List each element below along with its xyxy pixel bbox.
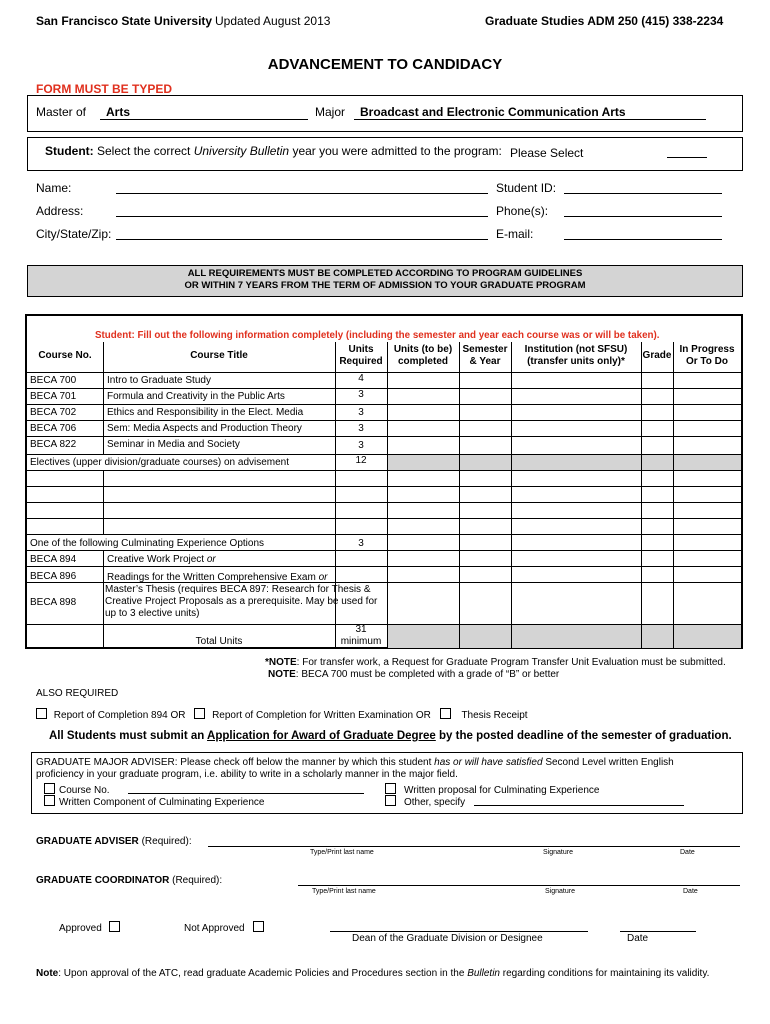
- master-of-field[interactable]: Arts: [106, 105, 131, 119]
- other-checkbox[interactable]: [385, 795, 396, 806]
- total-units: 31 minimum: [340, 624, 382, 647]
- dean-label: Dean of the Graduate Division or Designee: [352, 933, 543, 944]
- col-units-completed: Units (to be) completed: [393, 344, 453, 367]
- graduate-adviser-label: GRADUATE ADVISER (Required):: [36, 836, 192, 847]
- requirements-line2: OR WITHIN 7 YEARS FROM THE TERM OF ADMISSION TO YOUR GRADUATE PROGRAM: [184, 280, 586, 291]
- city-field[interactable]: [116, 239, 488, 240]
- course-no: BECA 706: [30, 423, 77, 434]
- col-institution: Institution (not SFSU) (transfer units only)*: [524, 344, 628, 367]
- requirements-line1: ALL REQUIREMENTS MUST BE COMPLETED ACCORDING TO PROGRAM GUIDELINES: [187, 268, 583, 279]
- course-no-field[interactable]: [128, 793, 364, 794]
- adviser-instruction-line1: GRADUATE MAJOR ADVISER: Please check off below the manner by which this student has or will have satisfied Second Level written English: [36, 757, 674, 768]
- email-field[interactable]: [564, 239, 722, 240]
- written-proposal-checkbox[interactable]: [385, 783, 396, 794]
- not-approved-option: Not Approved: [184, 921, 268, 934]
- course-table: [25, 314, 743, 649]
- course-no: BECA 898: [30, 597, 77, 608]
- course-units: 4: [358, 373, 364, 384]
- course-title: Ethics and Responsibility in the Elect. Media: [107, 407, 304, 418]
- student-id-label: Student ID:: [496, 181, 557, 195]
- graduate-coordinator-label: GRADUATE COORDINATOR (Required):: [36, 875, 223, 886]
- table-instruction: Student: Fill out the following information completely (including the semester and year each course was or will be taken).: [95, 330, 660, 341]
- updated-date: Updated August 2013: [215, 14, 331, 28]
- course-title: Creative Work Project or: [107, 554, 216, 565]
- approved-checkbox[interactable]: [109, 921, 120, 932]
- name-field[interactable]: [116, 193, 488, 194]
- also-required-label: ALSO REQUIRED: [36, 688, 119, 699]
- course-no: BECA 702: [30, 407, 77, 418]
- type-print-label: Type/Print last name: [312, 888, 376, 895]
- course-title: Seminar in Media and Society: [107, 439, 240, 450]
- date-label: Date: [683, 888, 698, 895]
- beca700-note: NOTE: BECA 700 must be completed with a grade of “B” or better: [268, 669, 560, 680]
- culminating-label: One of the following Culminating Experience Options: [30, 538, 265, 549]
- electives-label: Electives (upper division/graduate courses) on advisement: [30, 457, 290, 468]
- award-notice: All Students must submit an Application for Award of Graduate Degree by the posted deadline of the semester of graduation.: [49, 730, 732, 742]
- course-title: Sem: Media Aspects and Production Theory: [107, 423, 302, 434]
- electives-units: 12: [355, 455, 367, 466]
- dean-date-label: Date: [627, 933, 649, 944]
- name-label: Name:: [36, 181, 72, 195]
- office-info: Graduate Studies ADM 250 (415) 338-2234: [485, 14, 724, 28]
- dean-signature-line[interactable]: [330, 931, 588, 932]
- approved-option: Approved: [59, 921, 124, 934]
- student-id-field[interactable]: [564, 193, 722, 194]
- also-required-options: Report of Completion 894 OR Report of Completion for Written Examination OR Thesis Receipt: [36, 708, 528, 721]
- culminating-units: 3: [358, 538, 364, 549]
- adviser-instruction-line2: proficiency in your graduate program, i.e. ability to write in a scholarly manner in the major field.: [36, 769, 458, 780]
- bulletin-year-select[interactable]: Please Select: [510, 146, 584, 160]
- type-print-label: Type/Print last name: [310, 849, 374, 856]
- course-units: 3: [358, 407, 364, 418]
- form-must-be-typed: FORM MUST BE TYPED: [36, 82, 173, 96]
- thesis-receipt-checkbox[interactable]: [440, 708, 451, 719]
- opt-written-proposal: Written proposal for Culminating Experience: [385, 783, 599, 796]
- course-no: BECA 701: [30, 391, 77, 402]
- bulletin-instruction: Student: Select the correct University Bulletin year you were admitted to the program:: [45, 144, 502, 158]
- major-field[interactable]: Broadcast and Electronic Communication Arts: [360, 105, 626, 119]
- course-units: 3: [358, 440, 364, 451]
- course-title: Intro to Graduate Study: [107, 375, 211, 386]
- course-no: BECA 896: [30, 571, 77, 582]
- award-application-link[interactable]: Application for Award of Graduate Degree: [207, 730, 436, 742]
- course-no-checkbox[interactable]: [44, 783, 55, 794]
- course-no: BECA 700: [30, 375, 77, 386]
- major-label: Major: [315, 105, 346, 119]
- col-course-title: Course Title: [190, 350, 248, 361]
- opt-written-component: Written Component of Culminating Experience: [44, 795, 264, 808]
- graduate-coordinator-signature-line[interactable]: [298, 885, 740, 886]
- report-894-checkbox[interactable]: [36, 708, 47, 719]
- phone-label: Phone(s):: [496, 204, 549, 218]
- dean-date-line[interactable]: [620, 931, 696, 932]
- signature-label: Signature: [543, 849, 573, 856]
- transfer-note: *NOTE: For transfer work, a Request for Graduate Program Transfer Unit Evaluation must be submitted.: [265, 657, 726, 668]
- city-label: City/State/Zip:: [36, 227, 112, 241]
- course-title: Master’s Thesis (requires BECA 897: Research for Thesis & Creative Project Proposals as a prerequisite. May be used for up to 3 elective units): [105, 584, 378, 619]
- written-component-checkbox[interactable]: [44, 795, 55, 806]
- course-no: BECA 822: [30, 439, 77, 450]
- col-in-progress: In Progress Or To Do: [679, 344, 735, 367]
- course-units: 3: [358, 423, 364, 434]
- phone-field[interactable]: [564, 216, 722, 217]
- graduate-adviser-signature-line[interactable]: [208, 846, 740, 847]
- course-units: 3: [358, 389, 364, 400]
- col-units-required: Units Required: [339, 344, 383, 367]
- col-grade: Grade: [642, 350, 672, 361]
- opt-other: Other, specify: [385, 795, 465, 808]
- opt-course-no: Course No.: [44, 783, 110, 796]
- course-title: Readings for the Written Comprehensive Exam or: [107, 572, 328, 583]
- other-specify-field[interactable]: [474, 805, 684, 806]
- date-label: Date: [680, 849, 695, 856]
- total-units-label: Total Units: [195, 636, 243, 647]
- report-written-exam-checkbox[interactable]: [194, 708, 205, 719]
- course-title: Formula and Creativity in the Public Arts: [107, 391, 285, 402]
- master-of-label: Master of: [36, 105, 87, 119]
- email-label: E-mail:: [496, 227, 534, 241]
- signature-label: Signature: [545, 888, 575, 895]
- address-label: Address:: [36, 204, 84, 218]
- course-no: BECA 894: [30, 554, 77, 565]
- address-field[interactable]: [116, 216, 488, 217]
- university-name: San Francisco State University: [36, 14, 213, 28]
- col-semester: Semester & Year: [462, 344, 508, 367]
- not-approved-checkbox[interactable]: [253, 921, 264, 932]
- footer-note: Note: Upon approval of the ATC, read graduate Academic Policies and Procedures section in the Bulletin regarding conditions for maintaining its validity.: [36, 968, 710, 979]
- col-course-no: Course No.: [38, 350, 92, 361]
- page-title: ADVANCEMENT TO CANDIDACY: [267, 56, 503, 73]
